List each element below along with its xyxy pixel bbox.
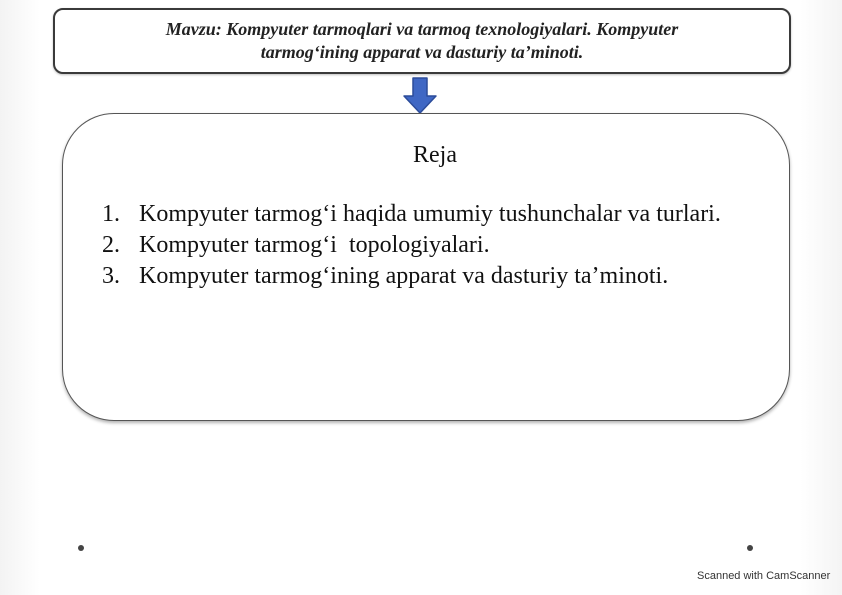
bullet-dot-left — [78, 545, 84, 551]
plan-item-number: 2. — [102, 232, 120, 258]
plan-item-2 — [102, 230, 721, 261]
plan-item-1 — [102, 199, 721, 230]
plan-list — [102, 199, 721, 292]
plan-item-text: Kompyuter tarmog‘i haqida umumiy tushunchalar va turlari. — [139, 201, 721, 227]
arrow-down-icon — [402, 77, 438, 115]
topic-box — [53, 8, 791, 74]
plan-item-text: Kompyuter tarmog‘i topologiyalari. — [139, 232, 490, 258]
plan-item-text: Kompyuter tarmog‘ining apparat va dasturiy ta’minoti. — [139, 263, 669, 289]
plan-item-number: 1. — [102, 201, 120, 227]
bullet-dot-right — [747, 545, 753, 551]
plan-item-3 — [102, 261, 721, 292]
topic-title — [102, 18, 742, 64]
plan-item-number: 3. — [102, 263, 120, 289]
topic-line-1: Mavzu: Kompyuter tarmoqlari va tarmoq texnologiyalari. Kompyuter — [165, 19, 679, 39]
plan-title: Reja — [413, 142, 457, 168]
topic-line-2: tarmog‘ining apparat va dasturiy ta’minoti. — [260, 42, 584, 62]
scanner-watermark: Scanned with CamScanner — [697, 570, 831, 582]
